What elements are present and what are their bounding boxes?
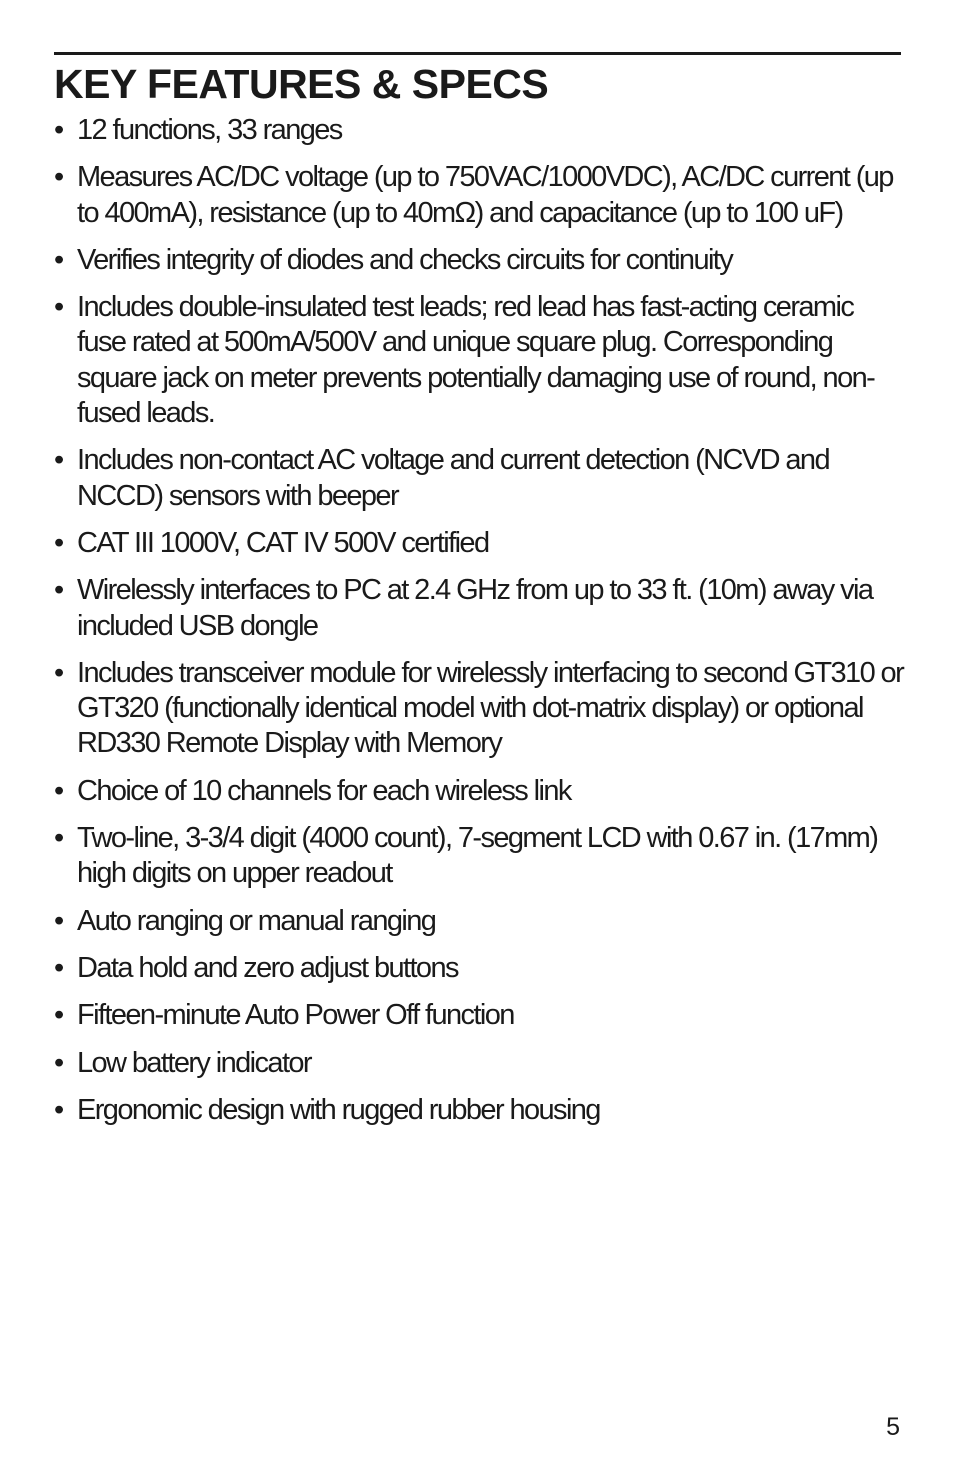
bullet-icon: •: [54, 444, 65, 477]
feature-text: Includes double-insulated test leads; red lead has fast-acting ceramic fuse rated at 500mA/500V and unique square plug. Corresponding square jack on meter prevents potentially damaging use of round, non-fused leads.: [77, 291, 875, 430]
bullet-icon: •: [54, 999, 65, 1032]
list-item: [54, 656, 904, 762]
bullet-icon: •: [54, 291, 65, 324]
list-item: [54, 951, 904, 986]
bullet-icon: •: [54, 114, 65, 146]
list-item: [54, 243, 904, 278]
bullet-icon: •: [54, 574, 65, 607]
feature-text: Measures AC/DC voltage (up to 750VAC/1000VDC), AC/DC current (up to 400mA), resistance (up to 40mΩ) and capacitance (up to 100 uF): [77, 161, 893, 229]
list-item: [54, 998, 904, 1033]
list-item: [54, 526, 904, 561]
feature-text: Two-line, 3-3/4 digit (4000 count), 7-segment LCD with 0.67 in. (17mm) high digits on upper readout: [77, 822, 878, 890]
feature-text: Includes transceiver module for wirelessly interfacing to second GT310 or GT320 (functionally identical model with dot-matrix display) or optional RD330 Remote Display with Memory: [77, 656, 904, 760]
bullet-icon: •: [54, 951, 65, 984]
page-number: 5: [886, 1413, 900, 1441]
feature-text: Choice of 10 channels for each wireless link: [77, 774, 571, 807]
list-item: [54, 821, 904, 892]
bullet-icon: •: [54, 1046, 65, 1079]
feature-text: Data hold and zero adjust buttons: [77, 951, 458, 984]
feature-text: Includes non-contact AC voltage and current detection (NCVD and NCCD) sensors with beeper: [77, 444, 829, 512]
feature-text: Ergonomic design with rugged rubber housing: [77, 1093, 600, 1126]
page-title: KEY FEATURES & SPECS: [54, 61, 549, 107]
list-item: [54, 1093, 904, 1128]
bullet-icon: •: [54, 526, 65, 559]
bullet-icon: •: [54, 774, 65, 807]
list-item: [54, 443, 904, 514]
bullet-icon: •: [54, 904, 65, 937]
bullet-icon: •: [54, 1093, 65, 1126]
feature-text: 12 functions, 33 ranges: [77, 114, 342, 146]
feature-text: Fifteen-minute Auto Power Off function: [77, 999, 514, 1032]
list-item: [54, 113, 904, 148]
bullet-icon: •: [54, 822, 65, 855]
heading-rule: [54, 52, 901, 55]
feature-text: Low battery indicator: [77, 1046, 311, 1079]
feature-text: Wirelessly interfaces to PC at 2.4 GHz from up to 33 ft. (10m) away via included USB dongle: [77, 574, 873, 642]
list-item: [54, 774, 904, 809]
bullet-icon: •: [54, 656, 65, 689]
list-item: [54, 904, 904, 939]
list-item: [54, 1046, 904, 1081]
list-item: [54, 290, 904, 431]
feature-text: Auto ranging or manual ranging: [77, 904, 436, 937]
bullet-icon: •: [54, 243, 65, 276]
feature-text: Verifies integrity of diodes and checks circuits for continuity: [77, 243, 733, 276]
features-list: [54, 113, 904, 1140]
list-item: [54, 160, 904, 231]
list-item: [54, 573, 904, 644]
feature-text: CAT III 1000V, CAT IV 500V certified: [77, 526, 489, 559]
bullet-icon: •: [54, 161, 65, 194]
